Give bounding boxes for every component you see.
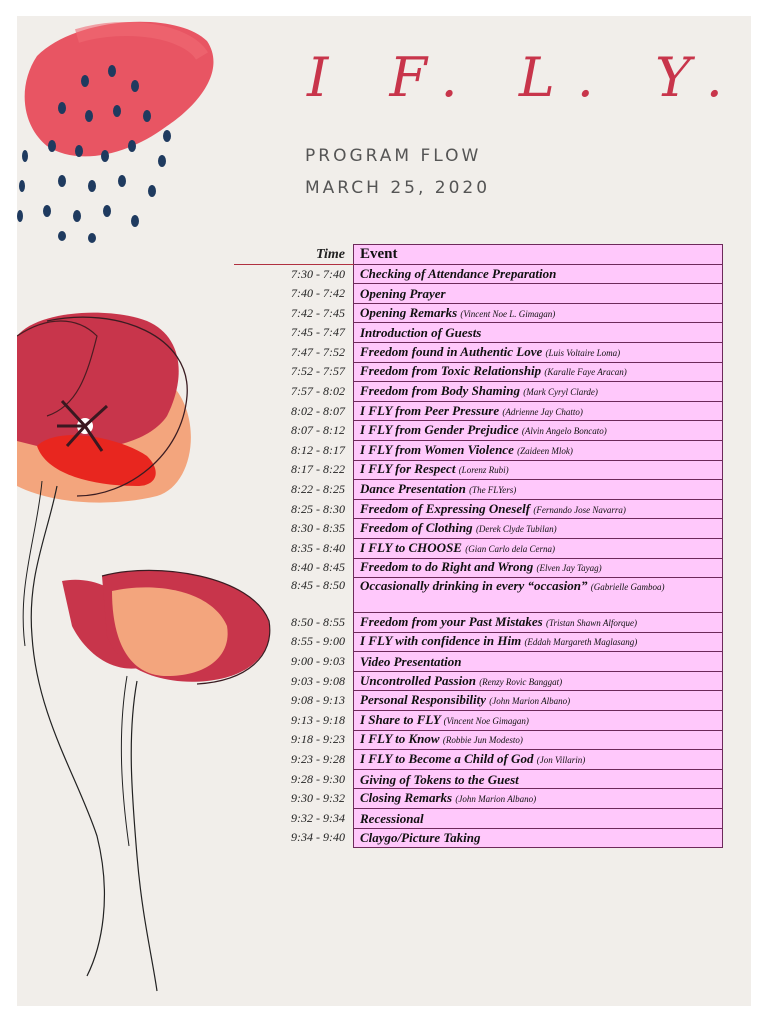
event-title: Video Presentation	[360, 654, 462, 670]
event-cell	[354, 769, 723, 789]
table-row	[234, 264, 723, 284]
event-cell	[354, 711, 723, 731]
event-cell	[354, 691, 723, 711]
event-title: I FLY from Women Violence	[360, 441, 514, 457]
table-row	[234, 421, 723, 441]
time-cell: 9:23 - 9:28	[291, 752, 345, 767]
event-title: Freedom found in Authentic Love	[360, 343, 543, 359]
program-page	[17, 16, 751, 1006]
time-cell: 9:13 - 9:18	[291, 712, 345, 727]
table-row	[234, 828, 723, 848]
event-title: Claygo/Picture Taking	[360, 830, 481, 846]
speaker-name: (Karalle Faye Aracan)	[544, 367, 627, 378]
event-title: I FLY for Respect	[360, 461, 456, 477]
page-title: I F. L. Y.	[307, 46, 745, 109]
event-title: Opening Remarks	[360, 304, 458, 320]
event-cell	[354, 750, 723, 770]
table-row	[234, 342, 723, 362]
event-title: I Share to FLY	[360, 711, 441, 727]
speaker-name: (Lorenz Rubi)	[458, 465, 509, 476]
speaker-name: (The FLYers)	[469, 484, 517, 495]
table-row	[234, 691, 723, 711]
time-cell: 9:30 - 9:32	[291, 791, 345, 806]
speaker-name: (Eddah Margareth Maglasang)	[524, 637, 638, 648]
time-cell: 7:47 - 7:52	[291, 344, 345, 359]
event-cell	[354, 264, 723, 284]
event-title: Freedom of Clothing	[360, 520, 473, 536]
event-title: I FLY to CHOOSE	[360, 539, 462, 555]
speaker-name: (Vincent Noe Gimagan)	[443, 715, 529, 726]
table-row	[234, 613, 723, 633]
table-row	[234, 382, 723, 402]
time-cell: 8:12 - 8:17	[291, 442, 345, 457]
event-cell	[354, 284, 723, 304]
table-row	[234, 769, 723, 789]
event-title: Giving of Tokens to the Guest	[360, 771, 519, 787]
time-cell: 7:42 - 7:45	[291, 305, 345, 320]
time-cell: 8:07 - 8:12	[291, 423, 345, 438]
table-row	[234, 284, 723, 304]
speaker-name: (Vincent Noe L. Gimagan)	[460, 308, 556, 319]
event-title: Checking of Attendance Preparation	[360, 266, 557, 282]
speaker-name: (Tristan Shawn Alforque)	[545, 617, 637, 628]
event-title: Recessional	[360, 810, 424, 826]
event-cell	[354, 578, 723, 613]
event-cell	[354, 362, 723, 382]
event-title: I FLY with confidence in Him	[360, 633, 522, 649]
speaker-name: (Mark Cyryl Clarde)	[523, 386, 598, 397]
event-cell	[354, 323, 723, 343]
table-row	[234, 480, 723, 500]
time-cell: 9:00 - 9:03	[291, 654, 345, 669]
time-cell: 7:57 - 8:02	[291, 383, 345, 398]
event-cell	[354, 382, 723, 402]
table-row	[234, 809, 723, 829]
time-cell: 9:03 - 9:08	[291, 673, 345, 688]
event-cell	[354, 480, 723, 500]
event-cell	[354, 342, 723, 362]
event-title: I FLY to Become a Child of God	[360, 751, 534, 767]
event-cell	[354, 440, 723, 460]
event-title: Freedom from Body Shaming	[360, 382, 520, 398]
event-title: I FLY to Know	[360, 731, 440, 747]
event-title: Freedom to do Right and Wrong	[360, 559, 534, 575]
speaker-name: (John Marion Albano)	[455, 794, 537, 805]
speaker-name: (Gabrielle Gamboa)	[590, 582, 665, 593]
event-header: Event	[354, 245, 723, 265]
event-cell	[354, 809, 723, 829]
event-title: Closing Remarks	[360, 790, 453, 806]
event-cell	[354, 632, 723, 652]
time-header: Time	[234, 245, 354, 265]
event-cell	[354, 499, 723, 519]
event-cell	[354, 613, 723, 633]
event-title: Uncontrolled Passion	[360, 672, 476, 688]
speaker-name: (Adrienne Jay Chatto)	[502, 406, 583, 417]
time-cell: 8:45 - 8:50	[291, 577, 345, 592]
table-row	[234, 632, 723, 652]
event-cell	[354, 421, 723, 441]
time-cell: 9:34 - 9:40	[291, 830, 345, 845]
table-row	[234, 558, 723, 578]
speaker-name: (Renzy Rovic Banggat)	[479, 676, 563, 687]
table-row	[234, 538, 723, 558]
table-row	[234, 789, 723, 809]
speaker-name: (Jon Villarin)	[536, 755, 586, 766]
table-row	[234, 401, 723, 421]
event-title: Introduction of Guests	[360, 325, 482, 341]
event-cell	[354, 519, 723, 539]
speaker-name: (Gian Carlo dela Cerna)	[465, 543, 555, 554]
time-cell: 7:45 - 7:47	[291, 325, 345, 340]
speaker-name: (Luis Voltaire Loma)	[545, 347, 621, 358]
event-cell	[354, 671, 723, 691]
speaker-name: (John Marion Albano)	[489, 696, 571, 707]
speaker-name: (Zaideen Mlok)	[517, 445, 573, 456]
table-header	[234, 245, 723, 265]
time-cell: 7:30 - 7:40	[291, 266, 345, 281]
event-cell	[354, 401, 723, 421]
table-row	[234, 362, 723, 382]
time-cell: 8:35 - 8:40	[291, 540, 345, 555]
time-cell: 7:52 - 7:57	[291, 364, 345, 379]
time-cell: 8:02 - 8:07	[291, 403, 345, 418]
event-date: MARCH 25, 2020	[305, 178, 491, 198]
time-cell: 9:08 - 9:13	[291, 693, 345, 708]
speaker-name: (Derek Clyde Tubilan)	[475, 524, 557, 535]
time-cell: 7:40 - 7:42	[291, 285, 345, 300]
time-cell: 8:25 - 8:30	[291, 501, 345, 516]
time-cell: 8:40 - 8:45	[291, 560, 345, 575]
event-title: Freedom of Expressing Oneself	[360, 500, 531, 516]
program-table	[234, 244, 723, 848]
table-row	[234, 323, 723, 343]
speaker-name: (Fernando Jose Navarra)	[533, 504, 626, 515]
event-title: Dance Presentation	[360, 480, 466, 496]
event-title: Freedom from your Past Mistakes	[360, 613, 543, 629]
event-cell	[354, 303, 723, 323]
time-cell: 9:18 - 9:23	[291, 732, 345, 747]
speaker-name: (Elven Jay Tayag)	[536, 563, 602, 574]
time-cell: 8:30 - 8:35	[291, 521, 345, 536]
table-row	[234, 303, 723, 323]
time-cell: 8:50 - 8:55	[291, 614, 345, 629]
event-cell	[354, 828, 723, 848]
time-cell: 8:22 - 8:25	[291, 481, 345, 496]
time-cell: 9:32 - 9:34	[291, 810, 345, 825]
time-cell: 8:55 - 9:00	[291, 634, 345, 649]
event-cell	[354, 558, 723, 578]
table-row	[234, 671, 723, 691]
event-title: Personal Responsibility	[360, 692, 487, 708]
table-row	[234, 652, 723, 672]
table-row	[234, 750, 723, 770]
table-row	[234, 730, 723, 750]
event-cell	[354, 789, 723, 809]
speaker-name: (Robbie Jun Modesto)	[442, 735, 523, 746]
event-title: Occasionally drinking in every “occasion”	[360, 578, 588, 594]
time-cell: 8:17 - 8:22	[291, 462, 345, 477]
event-title: Opening Prayer	[360, 285, 446, 301]
table-row	[234, 578, 723, 613]
event-title: Freedom from Toxic Relationship	[360, 363, 542, 379]
event-cell	[354, 652, 723, 672]
table-row	[234, 460, 723, 480]
event-cell	[354, 538, 723, 558]
event-title: I FLY from Peer Pressure	[360, 402, 500, 418]
event-cell	[354, 460, 723, 480]
table-row	[234, 519, 723, 539]
table-row	[234, 440, 723, 460]
table-row	[234, 711, 723, 731]
event-cell	[354, 730, 723, 750]
program-flow-heading: PROGRAM FLOW	[305, 146, 482, 166]
speaker-name: (Alvin Angelo Boncato)	[521, 426, 607, 437]
event-title: I FLY from Gender Prejudice	[360, 422, 519, 438]
table-row	[234, 499, 723, 519]
time-cell: 9:28 - 9:30	[291, 771, 345, 786]
